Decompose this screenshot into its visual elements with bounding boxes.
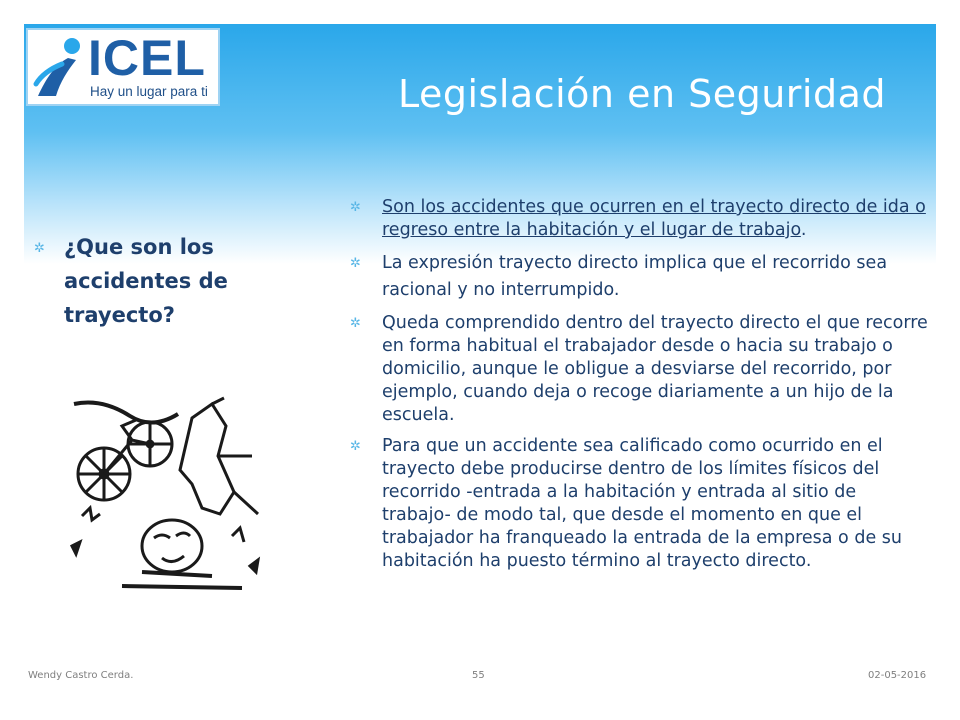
bullet-icon: ✲ (350, 200, 361, 215)
bullet-item-physical-limits (350, 435, 930, 573)
bullet-icon: ✲ (350, 439, 361, 454)
bullet-list (350, 196, 930, 581)
bullet-icon: ✲ (350, 256, 361, 271)
slide-title: Legislación en Seguridad (398, 72, 887, 116)
bullet-text: Queda comprendido dentro del trayecto directo el que recorre en forma habitual el trabajador desde o hacia su trabajo o domicilio, aunque le obligue a desviarse del recorrido, por ejemplo, cuando deja o recoge diariamente a un hijo de la escuela. (382, 313, 928, 425)
bicycle-accident-cartoon (62, 396, 262, 594)
bullet-text: Para que un accidente sea calificado como ocurrido en el trayecto debe producirse dentro de los límites físicos del recorrido -entrada a la habitación y entrada al sitio de trabajo- de modo tal, que desde el momento en que el trabajador ha franqueado la entrada de la empresa o de su habitación ha puesto término al trayecto directo. (382, 436, 902, 571)
footer-author: Wendy Castro Cerda. (28, 670, 134, 681)
definition-link[interactable]: Son los accidentes que ocurren en el trayecto directo de ida o regreso entre la habitación y el lugar de trabajo (382, 197, 926, 240)
definition-period: . (800, 220, 807, 240)
bullet-item-direct-route (350, 250, 930, 304)
bullet-text: La expresión trayecto directo implica que el recorrido sea racional y no interrumpido. (382, 253, 888, 300)
question-text: ¿Que son los accidentes de trayecto? (64, 235, 228, 327)
person-i-icon (32, 34, 88, 102)
bullet-icon: ✲ (350, 316, 361, 331)
bullet-icon: ✲ (34, 241, 45, 256)
bullet-item-definition (350, 196, 930, 242)
logo-wordmark: ICEL (88, 30, 206, 86)
bullet-item-habitual-route (350, 312, 930, 427)
footer-date: 02-05-2016 (868, 670, 927, 681)
icel-logo (26, 28, 220, 106)
logo-tagline: Hay un lugar para ti (90, 84, 208, 99)
footer-page-number: 55 (472, 670, 485, 681)
